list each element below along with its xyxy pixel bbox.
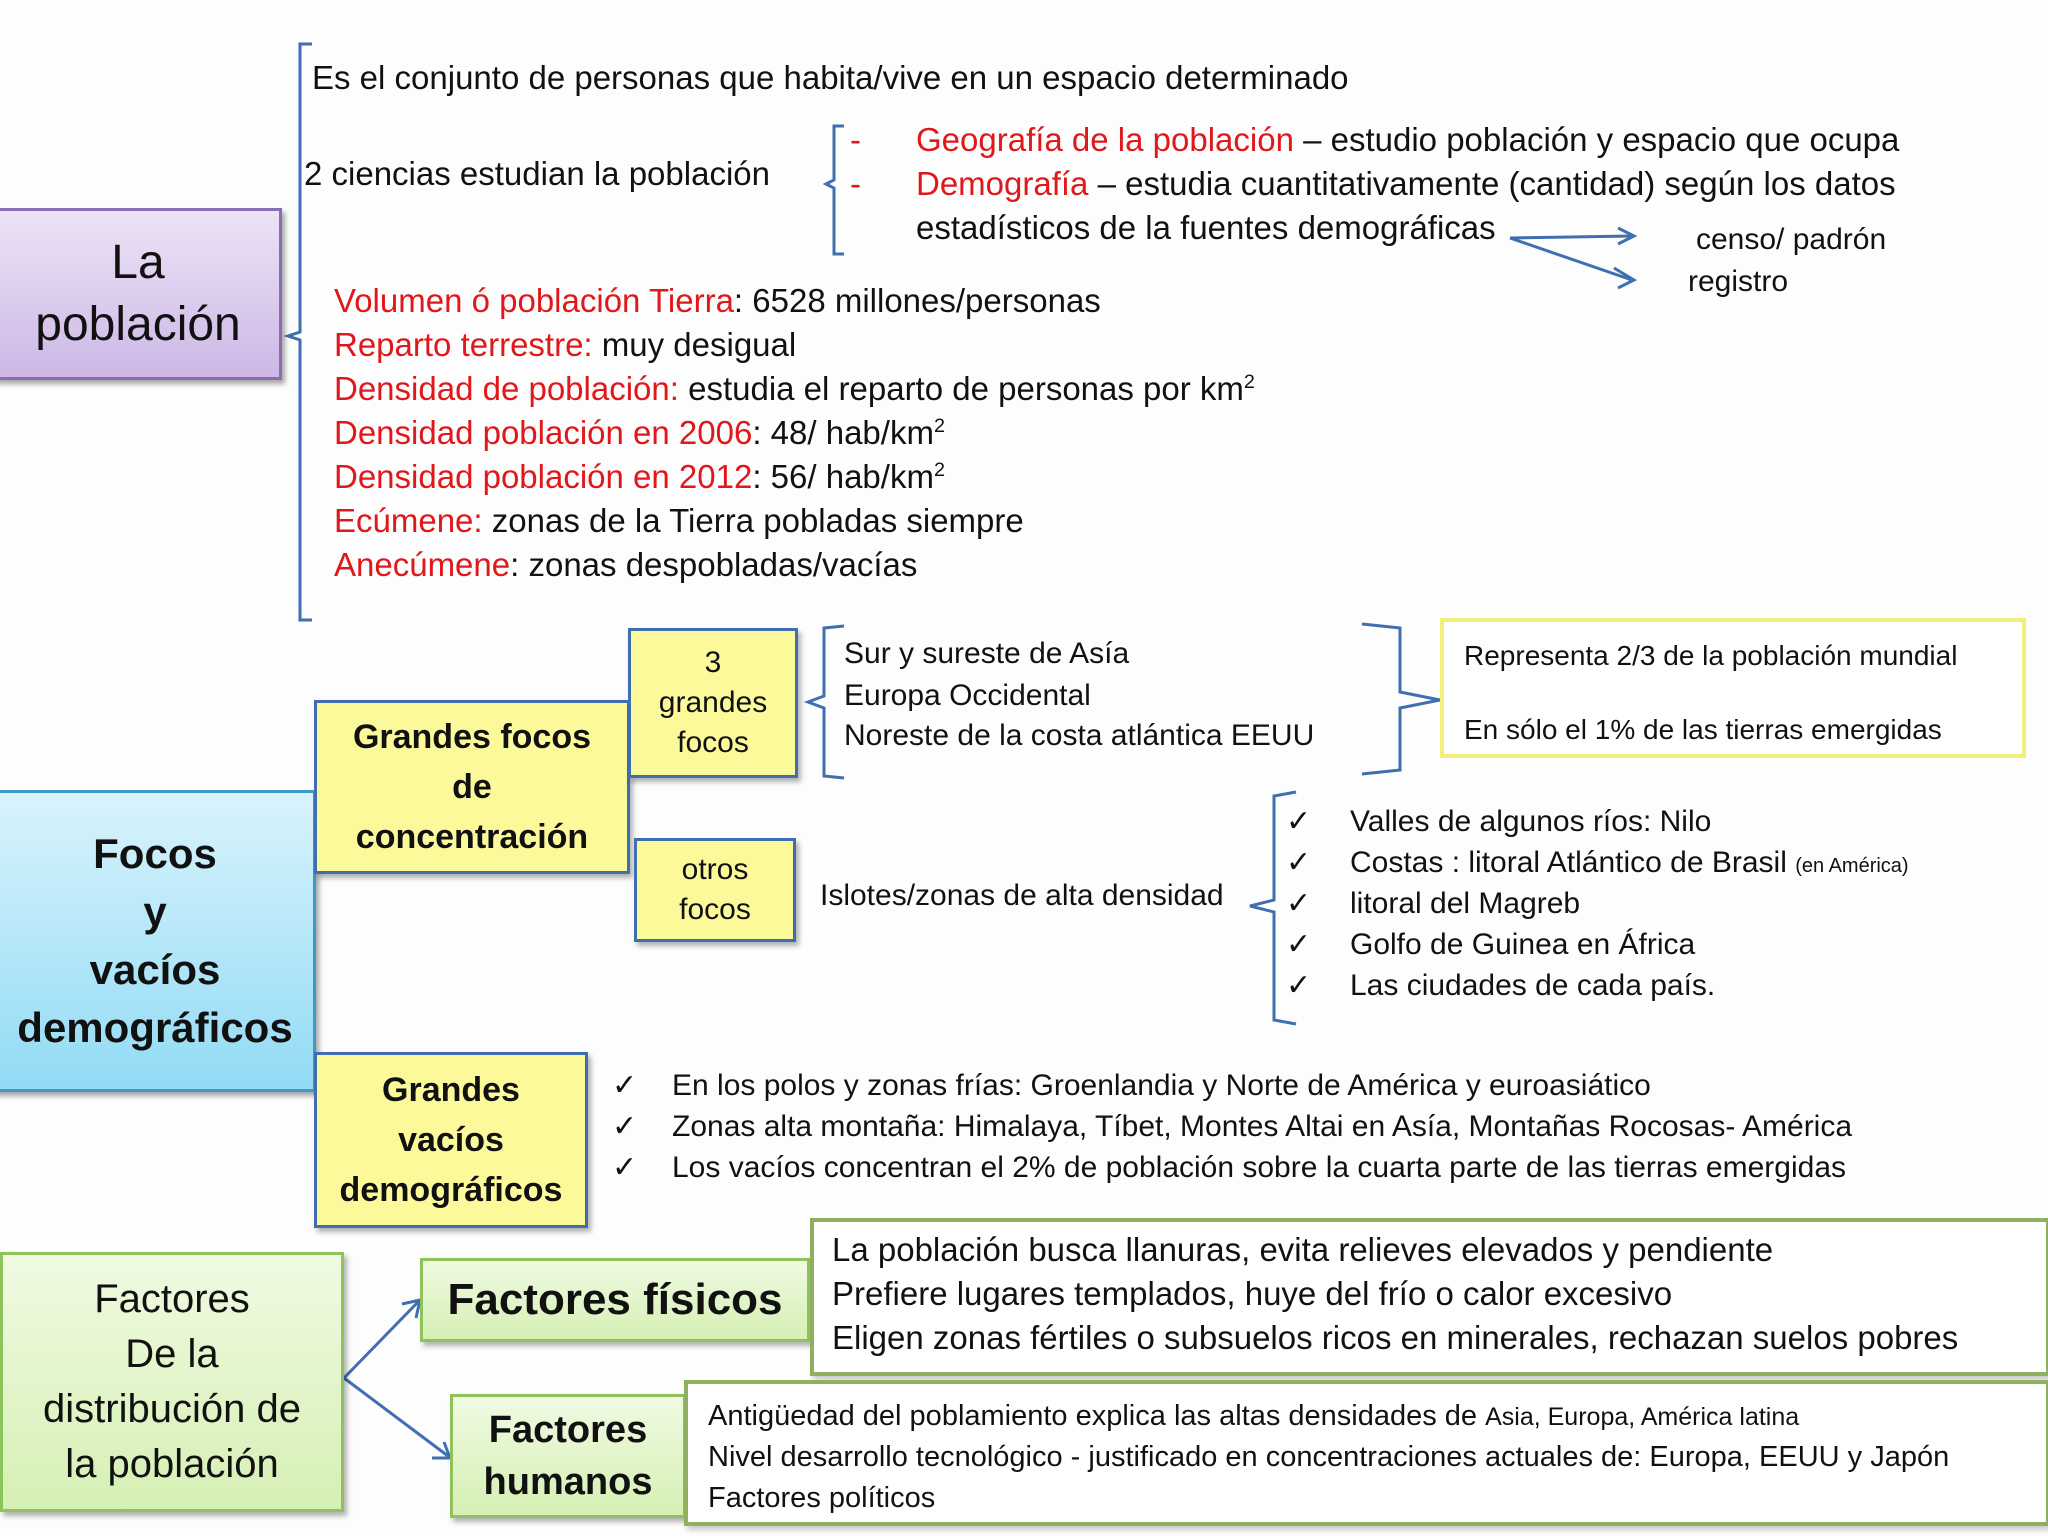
tres-note-box (1440, 618, 2026, 758)
concentracion-box (314, 700, 630, 874)
fisicos-item: Eligen zonas fértiles o subsuelos ricos en minerales, rechazan suelos pobres (832, 1319, 1959, 1356)
otros-focos-box (634, 838, 796, 942)
vacios-item: En los polos y zonas frías: Groenlandia y Norte de América y euroasiático (672, 1069, 1651, 1102)
arrow-fisicos (344, 1302, 418, 1378)
check-icon: ✓ (1286, 846, 1312, 879)
bracket-ciencias (826, 126, 844, 254)
otros-item: litoral del Magreb (1350, 887, 1581, 920)
fisicos-list-box (810, 1218, 2048, 1376)
source-registro: registro (1688, 265, 1789, 298)
source-censo: censo/ padrón (1696, 223, 1887, 256)
check-icon: ✓ (1286, 887, 1312, 920)
poblacion-box (0, 208, 282, 380)
vacios-line-1: Grandes (382, 1071, 520, 1109)
ciencias-label: 2 ciencias estudian la población (304, 155, 770, 192)
humanos-line-2: humanos (483, 1461, 653, 1503)
demo-dash: - (850, 165, 861, 202)
bracket-tres-note (1362, 624, 1440, 774)
humanos-item: Antigüedad del poblamiento explica las altas densidades de Asia, Europa, América latina (708, 1400, 1800, 1432)
tres-line-2: grandes (658, 686, 768, 719)
vacios-item: Los vacíos concentran el 2% de población sobre la cuarta parte de las tierras emergidas (672, 1151, 1846, 1184)
tres-line-3: focos (677, 726, 749, 759)
bracket-poblacion (288, 44, 312, 620)
concentracion-line-2: de (452, 768, 492, 806)
humanos-list-box (684, 1380, 2048, 1526)
focos-title-4: demográficos (17, 1004, 293, 1051)
tres-item: Sur y sureste de Asía (844, 637, 1130, 670)
fisicos-item: La población busca llanuras, evita relieves elevados y pendiente (832, 1231, 1774, 1268)
arrow-registro (1510, 238, 1632, 280)
vacios-box (314, 1052, 588, 1228)
tres-item: Europa Occidental (844, 679, 1091, 712)
tres-note-1: Representa 2/3 de la población mundial (1464, 640, 1958, 671)
factores-title-2: De la (125, 1332, 219, 1376)
humanos-item: Nivel desarrollo tecnológico - justificado en concentraciones actuales de: Europa, EEUU y Japón (708, 1441, 1950, 1473)
check-icon: ✓ (612, 1151, 638, 1184)
otros-item: Valles de algunos ríos: Nilo (1350, 805, 1712, 838)
check-icon: ✓ (1286, 969, 1312, 1002)
fact-item: Densidad población en 2012: 56/ hab/$km^2$ (334, 458, 945, 495)
focos-box (0, 790, 316, 1092)
demo-desc-2: estadísticos de la fuentes demográficas (916, 209, 1496, 246)
vacios-line-2: vacíos (398, 1121, 504, 1159)
geo-dash: - (850, 121, 861, 158)
poblacion-title-1: La (111, 236, 165, 289)
poblacion-title-2: población (35, 298, 241, 351)
geo-desc: – estudio población y espacio que ocupa (1293, 121, 1900, 158)
humanos-line-1: Factores (488, 1409, 648, 1451)
demo-desc: – estudia cuantitativamente (cantidad) según los datos (1088, 165, 1896, 202)
fact-item: Volumen ó población Tierra: 6528 millones/personas (334, 282, 1101, 319)
focos-title-3: vacíos (89, 946, 221, 993)
fisicos-item: Prefiere lugares templados, huye del frío o calor excesivo (832, 1275, 1673, 1312)
otros-line-2: focos (679, 893, 751, 926)
factores-title-1: Factores (94, 1277, 250, 1321)
demo-line (916, 164, 1896, 204)
fact-item: Reparto terrestre: muy desigual (334, 326, 797, 363)
geo-line (916, 120, 1899, 160)
otros-item: Golfo de Guinea en África (1350, 928, 1696, 961)
fisicos-label: Factores físicos (447, 1275, 783, 1324)
tres-note-2: En sólo el 1% de las tierras emergidas (1464, 714, 1942, 745)
check-icon: ✓ (612, 1110, 638, 1143)
islotes-label: Islotes/zonas de alta densidad (820, 879, 1224, 912)
fact-item: Anecúmene: zonas despobladas/vacías (334, 546, 918, 583)
demo-term: Demografía (916, 165, 1089, 202)
focos-title-2: y (143, 888, 167, 935)
arrow-censo (1510, 236, 1632, 238)
tres-item: Noreste de la costa atlántica EEUU (844, 719, 1315, 752)
check-icon: ✓ (612, 1069, 638, 1102)
factores-box (0, 1252, 344, 1512)
check-icon: ✓ (1286, 805, 1312, 838)
fisicos-box (420, 1258, 810, 1342)
factores-title-3: distribución de (43, 1387, 301, 1431)
fact-item: Ecúmene: zonas de la Tierra pobladas siempre (334, 502, 1024, 539)
fact-item: Densidad población en 2006: 48/ hab/$km^2$ (334, 414, 945, 451)
geo-term: Geografía de la población (916, 121, 1294, 158)
humanos-item: Factores políticos (708, 1482, 936, 1514)
tres-focos-box (628, 628, 798, 778)
concentracion-line-1: Grandes focos (352, 718, 592, 756)
vacios-item: Zonas alta montaña: Himalaya, Tíbet, Montes Altai en Asía, Montañas Rocosas- América (672, 1110, 1853, 1143)
arrow-humanos (344, 1378, 448, 1456)
otros-item: Costas : litoral Atlántico de Brasil (en América) (1350, 846, 1909, 879)
check-icon: ✓ (1286, 928, 1312, 961)
vacios-line-3: demográficos (339, 1171, 563, 1209)
humanos-box (450, 1394, 686, 1518)
focos-title-1: Focos (93, 830, 217, 877)
tres-line-1: 3 (704, 646, 722, 679)
bracket-tres-focos (808, 626, 844, 778)
poblacion-definition: Es el conjunto de personas que habita/vive en un espacio determinado (312, 59, 1349, 96)
otros-item: Las ciudades de cada país. (1350, 969, 1716, 1002)
fact-item: Densidad de población: estudia el reparto de personas por $km^2$ (334, 370, 1255, 407)
otros-line-1: otros (681, 853, 749, 886)
factores-title-4: la población (65, 1442, 279, 1486)
concentracion-line-3: concentración (355, 818, 589, 856)
